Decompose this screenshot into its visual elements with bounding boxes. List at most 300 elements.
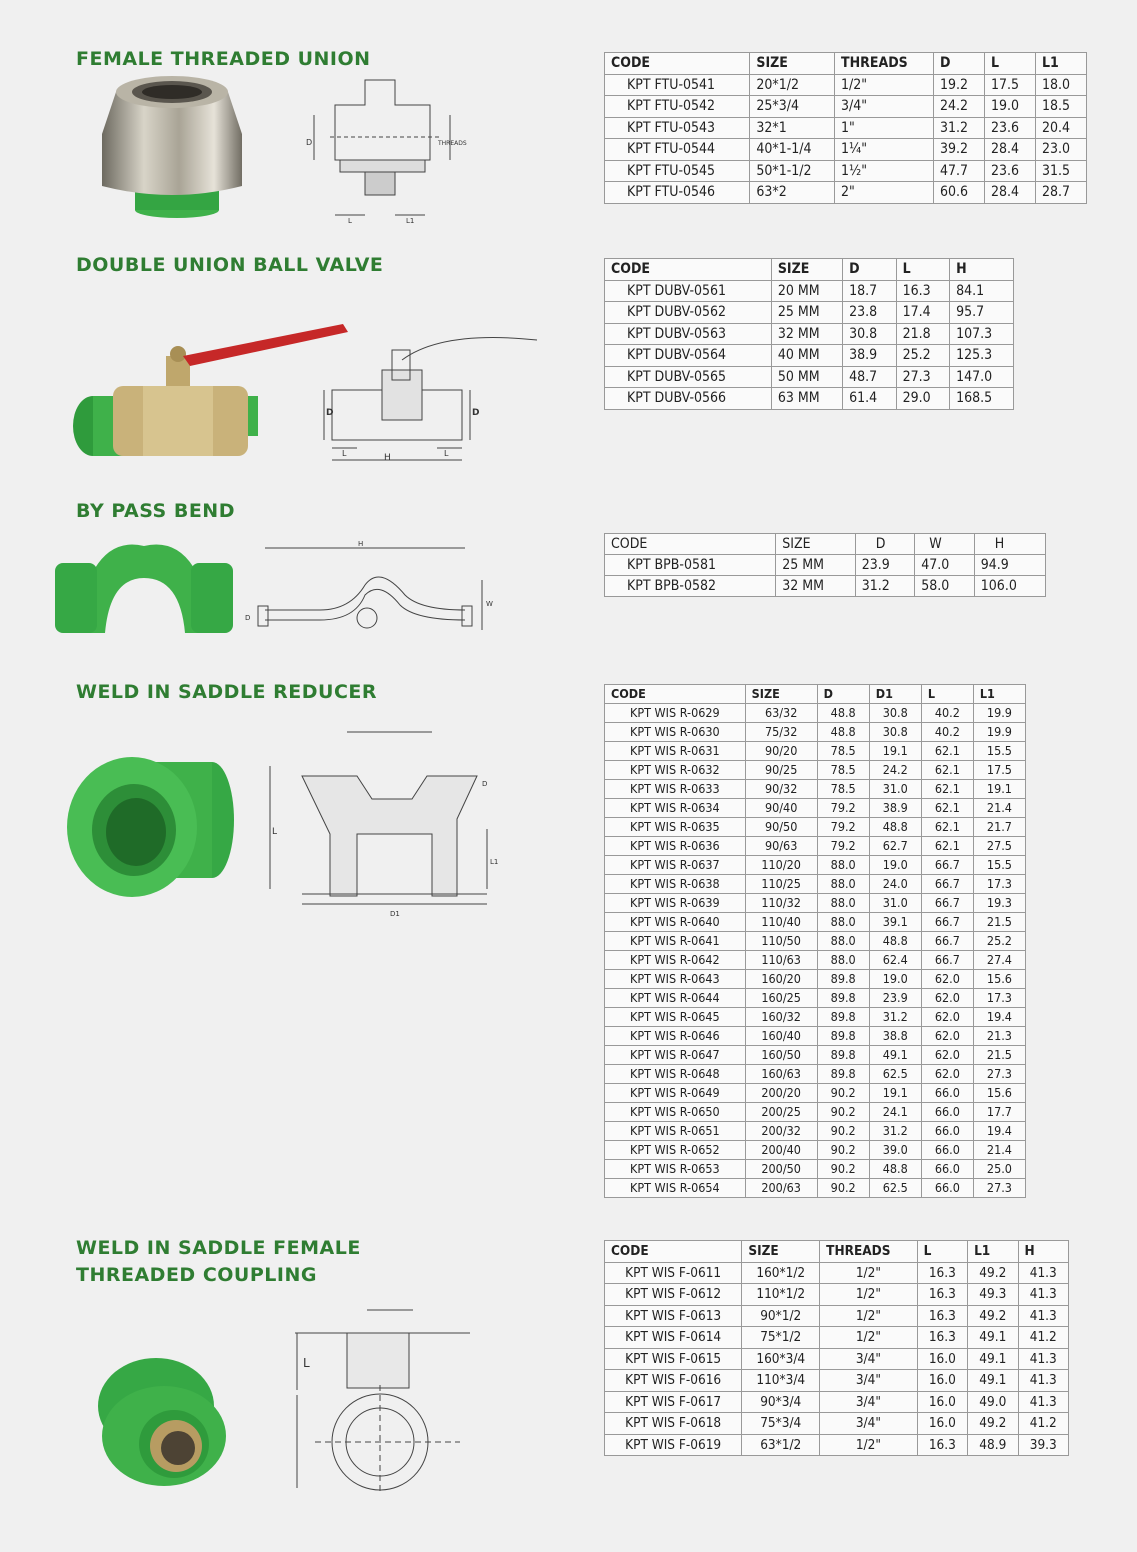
table-cell: 90.2 xyxy=(817,1103,869,1122)
table-cell: 63*2 xyxy=(750,182,835,204)
table-cell: KPT WIS R-0647 xyxy=(605,1046,746,1065)
table-cell: 19.0 xyxy=(985,96,1036,118)
double-union-ball-valve-table xyxy=(604,258,1014,410)
table-cell: KPT DUBV-0564 xyxy=(605,345,772,367)
table-row xyxy=(605,160,1087,182)
table-cell: 62.4 xyxy=(869,951,921,970)
table-row xyxy=(605,818,1026,837)
table-cell: 75/32 xyxy=(745,723,817,742)
table-cell: 62.1 xyxy=(921,780,973,799)
table-row xyxy=(605,576,1046,597)
table-cell: 25 MM xyxy=(776,555,855,576)
table-row xyxy=(605,1160,1026,1179)
column-header: D xyxy=(934,53,985,75)
table-row xyxy=(605,139,1087,161)
table-row xyxy=(605,837,1026,856)
table-cell: 23.6 xyxy=(985,117,1036,139)
table-cell: 18.0 xyxy=(1035,74,1086,96)
table-cell: 41.2 xyxy=(1018,1413,1068,1435)
table-cell: 88.0 xyxy=(817,856,869,875)
table-cell: 20*1/2 xyxy=(750,74,835,96)
table-cell: KPT WIS R-0634 xyxy=(605,799,746,818)
table-cell: KPT FTU-0541 xyxy=(605,74,750,96)
table-cell: 1/2" xyxy=(820,1305,917,1327)
by-pass-bend-table xyxy=(604,533,1046,597)
table-cell: 49.0 xyxy=(968,1391,1018,1413)
table-cell: 62.1 xyxy=(921,818,973,837)
table-row xyxy=(605,96,1087,118)
table-cell: 62.0 xyxy=(921,1065,973,1084)
column-header: CODE xyxy=(605,259,772,281)
table-cell: 110/63 xyxy=(745,951,817,970)
table-cell: 110/40 xyxy=(745,913,817,932)
table-cell: 90*1/2 xyxy=(742,1305,820,1327)
table-cell: KPT WIS R-0641 xyxy=(605,932,746,951)
table-cell: 200/40 xyxy=(745,1141,817,1160)
table-cell: 61.4 xyxy=(843,388,896,410)
table-cell: 62.0 xyxy=(921,989,973,1008)
table-cell: 89.8 xyxy=(817,989,869,1008)
table-cell: 62.1 xyxy=(921,837,973,856)
table-cell: 49.1 xyxy=(968,1327,1018,1349)
table-cell: KPT WIS R-0629 xyxy=(605,704,746,723)
table-cell: 19.9 xyxy=(973,704,1025,723)
table-cell: KPT DUBV-0566 xyxy=(605,388,772,410)
table-cell: 49.2 xyxy=(968,1413,1018,1435)
table-cell: 16.0 xyxy=(917,1391,967,1413)
table-cell: 21.3 xyxy=(973,1027,1025,1046)
title-female-threaded-union: FEMALE THREADED UNION xyxy=(76,48,371,70)
table-cell: KPT WIS R-0651 xyxy=(605,1122,746,1141)
column-header: L xyxy=(896,259,949,281)
table-row xyxy=(605,74,1087,96)
table-cell: 18.7 xyxy=(843,280,896,302)
female-threaded-union-table xyxy=(604,52,1087,204)
table-cell: KPT FTU-0546 xyxy=(605,182,750,204)
table-cell: 50 MM xyxy=(771,366,842,388)
column-header: W xyxy=(915,534,975,555)
table-cell: 40.2 xyxy=(921,704,973,723)
table-cell: 66.0 xyxy=(921,1179,973,1198)
table-cell: KPT WIS R-0643 xyxy=(605,970,746,989)
table-cell: 3/4" xyxy=(820,1370,917,1392)
table-cell: KPT FTU-0543 xyxy=(605,117,750,139)
table-row xyxy=(605,323,1014,345)
table-cell: 23.9 xyxy=(869,989,921,1008)
table-cell: 16.0 xyxy=(917,1413,967,1435)
table-cell: KPT FTU-0542 xyxy=(605,96,750,118)
table-cell: 38.8 xyxy=(869,1027,921,1046)
table-cell: 21.4 xyxy=(973,799,1025,818)
table-cell: 41.3 xyxy=(1018,1284,1068,1306)
table-cell: 31.2 xyxy=(855,576,915,597)
table-cell: 21.5 xyxy=(973,913,1025,932)
table-cell: 30.8 xyxy=(869,704,921,723)
table-cell: 160/50 xyxy=(745,1046,817,1065)
table-row xyxy=(605,1348,1069,1370)
table-cell: 3/4" xyxy=(835,96,934,118)
table-cell: 25*3/4 xyxy=(750,96,835,118)
column-header: SIZE xyxy=(750,53,835,75)
column-header: CODE xyxy=(605,685,746,704)
title-weld-in-saddle-coupling-line2: THREADED COUPLING xyxy=(76,1264,317,1286)
column-header: H xyxy=(1018,1241,1068,1263)
table-cell: KPT WIS R-0637 xyxy=(605,856,746,875)
table-cell: 90/20 xyxy=(745,742,817,761)
table-cell: 88.0 xyxy=(817,894,869,913)
table-cell: 62.1 xyxy=(921,761,973,780)
table-cell: KPT WIS R-0632 xyxy=(605,761,746,780)
weld-in-saddle-coupling-table xyxy=(604,1240,1069,1456)
table-row xyxy=(605,970,1026,989)
table-cell: 31.0 xyxy=(869,894,921,913)
title-weld-in-saddle-reducer: WELD IN SADDLE REDUCER xyxy=(76,681,378,703)
column-header: L1 xyxy=(968,1241,1018,1263)
table-cell: 78.5 xyxy=(817,780,869,799)
column-header: SIZE xyxy=(776,534,855,555)
table-cell: 16.3 xyxy=(917,1434,967,1456)
table-cell: 110/20 xyxy=(745,856,817,875)
table-cell: KPT WIS R-0650 xyxy=(605,1103,746,1122)
table-cell: 28.4 xyxy=(985,139,1036,161)
table-cell: 49.3 xyxy=(968,1284,1018,1306)
table-cell: KPT WIS F-0619 xyxy=(605,1434,742,1456)
table-cell: KPT WIS R-0630 xyxy=(605,723,746,742)
table-cell: 90/63 xyxy=(745,837,817,856)
svg-text:D: D xyxy=(245,614,251,622)
table-cell: 41.3 xyxy=(1018,1370,1068,1392)
table-cell: 19.1 xyxy=(973,780,1025,799)
table-row xyxy=(605,366,1014,388)
column-header: SIZE xyxy=(771,259,842,281)
table-cell: 88.0 xyxy=(817,875,869,894)
table-row xyxy=(605,780,1026,799)
table-row xyxy=(605,1046,1026,1065)
saddle-reducer-product-photo xyxy=(62,752,237,902)
column-header: L1 xyxy=(973,685,1025,704)
bypass-bend-technical-drawing xyxy=(240,540,500,645)
table-row xyxy=(605,761,1026,780)
table-cell: 200/63 xyxy=(745,1179,817,1198)
table-cell: 48.8 xyxy=(869,1160,921,1179)
table-cell: 110/25 xyxy=(745,875,817,894)
table-cell: 66.0 xyxy=(921,1141,973,1160)
table-cell: 27.3 xyxy=(896,366,949,388)
table-cell: KPT WIS R-0638 xyxy=(605,875,746,894)
table-cell: 90.2 xyxy=(817,1179,869,1198)
table-cell: 89.8 xyxy=(817,970,869,989)
table-cell: 39.2 xyxy=(934,139,985,161)
table-cell: 78.5 xyxy=(817,761,869,780)
table-row xyxy=(605,951,1026,970)
table-cell: 49.2 xyxy=(968,1305,1018,1327)
table-cell: 66.0 xyxy=(921,1084,973,1103)
table-cell: 90/50 xyxy=(745,818,817,837)
table-row xyxy=(605,1370,1069,1392)
table-cell: 31.2 xyxy=(869,1122,921,1141)
table-cell: 19.4 xyxy=(973,1008,1025,1027)
column-header: THREADS xyxy=(820,1241,917,1263)
table-cell: 89.8 xyxy=(817,1027,869,1046)
svg-text:L: L xyxy=(303,1356,310,1370)
table-cell: 90.2 xyxy=(817,1160,869,1179)
table-cell: 19.2 xyxy=(934,74,985,96)
table-cell: 16.0 xyxy=(917,1348,967,1370)
table-cell: 20 MM xyxy=(771,280,842,302)
table-cell: 62.0 xyxy=(921,1027,973,1046)
table-header-row xyxy=(605,534,1046,555)
table-cell: 2" xyxy=(835,182,934,204)
table-row xyxy=(605,932,1026,951)
table-row xyxy=(605,989,1026,1008)
table-cell: KPT WIS R-0646 xyxy=(605,1027,746,1046)
table-cell: 160/63 xyxy=(745,1065,817,1084)
table-cell: 31.2 xyxy=(934,117,985,139)
table-cell: 23.8 xyxy=(843,302,896,324)
table-cell: 110/32 xyxy=(745,894,817,913)
table-row xyxy=(605,1327,1069,1349)
table-cell: 90*3/4 xyxy=(742,1391,820,1413)
table-cell: KPT WIS R-0631 xyxy=(605,742,746,761)
ball-valve-technical-drawing xyxy=(312,330,542,465)
table-cell: 21.7 xyxy=(973,818,1025,837)
table-cell: 24.0 xyxy=(869,875,921,894)
table-cell: 48.7 xyxy=(843,366,896,388)
table-cell: 21.4 xyxy=(973,1141,1025,1160)
table-cell: 25.2 xyxy=(896,345,949,367)
table-cell: 17.5 xyxy=(973,761,1025,780)
svg-text:D1: D1 xyxy=(390,910,400,918)
table-cell: 106.0 xyxy=(974,576,1045,597)
table-cell: 27.3 xyxy=(973,1065,1025,1084)
svg-text:L1: L1 xyxy=(406,217,415,225)
table-cell: 24.2 xyxy=(869,761,921,780)
table-cell: 23.6 xyxy=(985,160,1036,182)
table-row xyxy=(605,723,1026,742)
table-cell: KPT WIS R-0645 xyxy=(605,1008,746,1027)
table-cell: 1/2" xyxy=(820,1262,917,1284)
column-header: L xyxy=(921,685,973,704)
table-cell: 75*3/4 xyxy=(742,1413,820,1435)
column-header: SIZE xyxy=(742,1241,820,1263)
table-cell: 200/50 xyxy=(745,1160,817,1179)
table-cell: 18.5 xyxy=(1035,96,1086,118)
table-cell: 160*1/2 xyxy=(742,1262,820,1284)
table-cell: 66.7 xyxy=(921,913,973,932)
column-header: THREADS xyxy=(835,53,934,75)
table-header-row xyxy=(605,1241,1069,1263)
table-cell: 49.1 xyxy=(968,1348,1018,1370)
table-cell: 41.3 xyxy=(1018,1391,1068,1413)
table-cell: 62.5 xyxy=(869,1065,921,1084)
table-cell: KPT WIS F-0612 xyxy=(605,1284,742,1306)
title-by-pass-bend: BY PASS BEND xyxy=(76,500,235,522)
table-cell: 15.6 xyxy=(973,1084,1025,1103)
table-cell: 66.7 xyxy=(921,856,973,875)
table-cell: 63/32 xyxy=(745,704,817,723)
table-cell: 19.1 xyxy=(869,742,921,761)
table-cell: 39.1 xyxy=(869,913,921,932)
table-cell: 95.7 xyxy=(950,302,1014,324)
table-cell: KPT WIS R-0653 xyxy=(605,1160,746,1179)
table-cell: 24.2 xyxy=(934,96,985,118)
table-cell: 39.0 xyxy=(869,1141,921,1160)
table-cell: 79.2 xyxy=(817,818,869,837)
table-cell: KPT FTU-0545 xyxy=(605,160,750,182)
table-cell: 63 MM xyxy=(771,388,842,410)
table-row xyxy=(605,1434,1069,1456)
table-row xyxy=(605,894,1026,913)
column-header: CODE xyxy=(605,534,776,555)
table-cell: 31.2 xyxy=(869,1008,921,1027)
table-cell: KPT WIS F-0613 xyxy=(605,1305,742,1327)
table-cell: 17.5 xyxy=(985,74,1036,96)
title-weld-in-saddle-coupling-line1: WELD IN SADDLE FEMALE xyxy=(76,1237,361,1259)
table-cell: 110*3/4 xyxy=(742,1370,820,1392)
saddle-coupling-technical-drawing xyxy=(285,1300,475,1495)
table-cell: KPT WIS F-0614 xyxy=(605,1327,742,1349)
table-cell: 49.2 xyxy=(968,1262,1018,1284)
table-cell: 47.0 xyxy=(915,555,975,576)
table-cell: 40*1-1/4 xyxy=(750,139,835,161)
table-cell: KPT DUBV-0561 xyxy=(605,280,772,302)
table-row xyxy=(605,1262,1069,1284)
table-row xyxy=(605,555,1046,576)
table-cell: 32 MM xyxy=(771,323,842,345)
table-cell: 48.8 xyxy=(869,818,921,837)
table-cell: KPT DUBV-0562 xyxy=(605,302,772,324)
table-row xyxy=(605,742,1026,761)
table-cell: 24.1 xyxy=(869,1103,921,1122)
table-cell: 75*1/2 xyxy=(742,1327,820,1349)
table-cell: 19.1 xyxy=(869,1084,921,1103)
table-cell: 89.8 xyxy=(817,1046,869,1065)
table-cell: 19.9 xyxy=(973,723,1025,742)
table-cell: 29.0 xyxy=(896,388,949,410)
table-cell: KPT WIS R-0648 xyxy=(605,1065,746,1084)
table-row xyxy=(605,302,1014,324)
table-cell: 41.3 xyxy=(1018,1262,1068,1284)
union-product-photo xyxy=(92,74,252,220)
table-cell: 89.8 xyxy=(817,1008,869,1027)
table-cell: KPT WIS R-0649 xyxy=(605,1084,746,1103)
table-cell: 66.7 xyxy=(921,932,973,951)
table-cell: 1½" xyxy=(835,160,934,182)
table-row xyxy=(605,1141,1026,1160)
table-row xyxy=(605,280,1014,302)
table-cell: KPT WIS R-0652 xyxy=(605,1141,746,1160)
column-header: CODE xyxy=(605,1241,742,1263)
table-cell: 19.3 xyxy=(973,894,1025,913)
table-row xyxy=(605,1391,1069,1413)
table-cell: 160/40 xyxy=(745,1027,817,1046)
table-cell: 39.3 xyxy=(1018,1434,1068,1456)
svg-text:D: D xyxy=(326,408,334,418)
svg-text:L1: L1 xyxy=(490,858,499,866)
table-cell: 78.5 xyxy=(817,742,869,761)
table-cell: 23.9 xyxy=(855,555,915,576)
table-row xyxy=(605,1027,1026,1046)
table-cell: 30.8 xyxy=(869,723,921,742)
table-cell: 1/2" xyxy=(820,1327,917,1349)
column-header: D xyxy=(843,259,896,281)
weld-in-saddle-reducer-table xyxy=(604,684,1026,1198)
table-cell: 21.5 xyxy=(973,1046,1025,1065)
svg-text:D: D xyxy=(306,138,313,147)
table-row xyxy=(605,182,1087,204)
table-cell: KPT WIS R-0654 xyxy=(605,1179,746,1198)
table-cell: 17.7 xyxy=(973,1103,1025,1122)
table-cell: KPT WIS R-0633 xyxy=(605,780,746,799)
table-cell: 41.3 xyxy=(1018,1348,1068,1370)
table-cell: 90/32 xyxy=(745,780,817,799)
table-cell: 66.0 xyxy=(921,1122,973,1141)
table-cell: 60.6 xyxy=(934,182,985,204)
table-header-row xyxy=(605,259,1014,281)
table-cell: 30.8 xyxy=(843,323,896,345)
table-cell: KPT DUBV-0565 xyxy=(605,366,772,388)
column-header: D1 xyxy=(869,685,921,704)
table-cell: 16.3 xyxy=(917,1284,967,1306)
column-header: D xyxy=(855,534,915,555)
column-header: D xyxy=(817,685,869,704)
column-header: L xyxy=(985,53,1036,75)
svg-text:L: L xyxy=(272,827,278,837)
table-row xyxy=(605,913,1026,932)
column-header: CODE xyxy=(605,53,750,75)
table-row xyxy=(605,1284,1069,1306)
table-row xyxy=(605,388,1014,410)
column-header: L xyxy=(917,1241,967,1263)
table-cell: 200/20 xyxy=(745,1084,817,1103)
table-row xyxy=(605,856,1026,875)
table-cell: 125.3 xyxy=(950,345,1014,367)
table-cell: 16.0 xyxy=(917,1370,967,1392)
table-cell: 31.0 xyxy=(869,780,921,799)
table-cell: 90/40 xyxy=(745,799,817,818)
table-cell: 47.7 xyxy=(934,160,985,182)
table-cell: 1/2" xyxy=(835,74,934,96)
table-cell: KPT DUBV-0563 xyxy=(605,323,772,345)
table-cell: 66.7 xyxy=(921,951,973,970)
svg-text:D: D xyxy=(472,408,480,418)
table-cell: 160*3/4 xyxy=(742,1348,820,1370)
table-cell: 25.2 xyxy=(973,932,1025,951)
table-cell: 20.4 xyxy=(1035,117,1086,139)
table-cell: 25.0 xyxy=(973,1160,1025,1179)
table-cell: 17.4 xyxy=(896,302,949,324)
table-cell: 168.5 xyxy=(950,388,1014,410)
table-cell: 58.0 xyxy=(915,576,975,597)
svg-text:D: D xyxy=(482,780,488,788)
svg-text:W: W xyxy=(486,600,493,608)
table-cell: 66.7 xyxy=(921,875,973,894)
table-row xyxy=(605,1122,1026,1141)
table-cell: 90/25 xyxy=(745,761,817,780)
table-row xyxy=(605,1413,1069,1435)
table-cell: KPT WIS R-0639 xyxy=(605,894,746,913)
table-row xyxy=(605,1103,1026,1122)
saddle-coupling-product-photo xyxy=(86,1356,236,1488)
table-cell: KPT FTU-0544 xyxy=(605,139,750,161)
table-cell: 48.9 xyxy=(968,1434,1018,1456)
table-row xyxy=(605,799,1026,818)
table-cell: 32*1 xyxy=(750,117,835,139)
table-cell: 49.1 xyxy=(869,1046,921,1065)
table-cell: 62.0 xyxy=(921,970,973,989)
table-cell: 66.0 xyxy=(921,1103,973,1122)
table-cell: 3/4" xyxy=(820,1391,917,1413)
